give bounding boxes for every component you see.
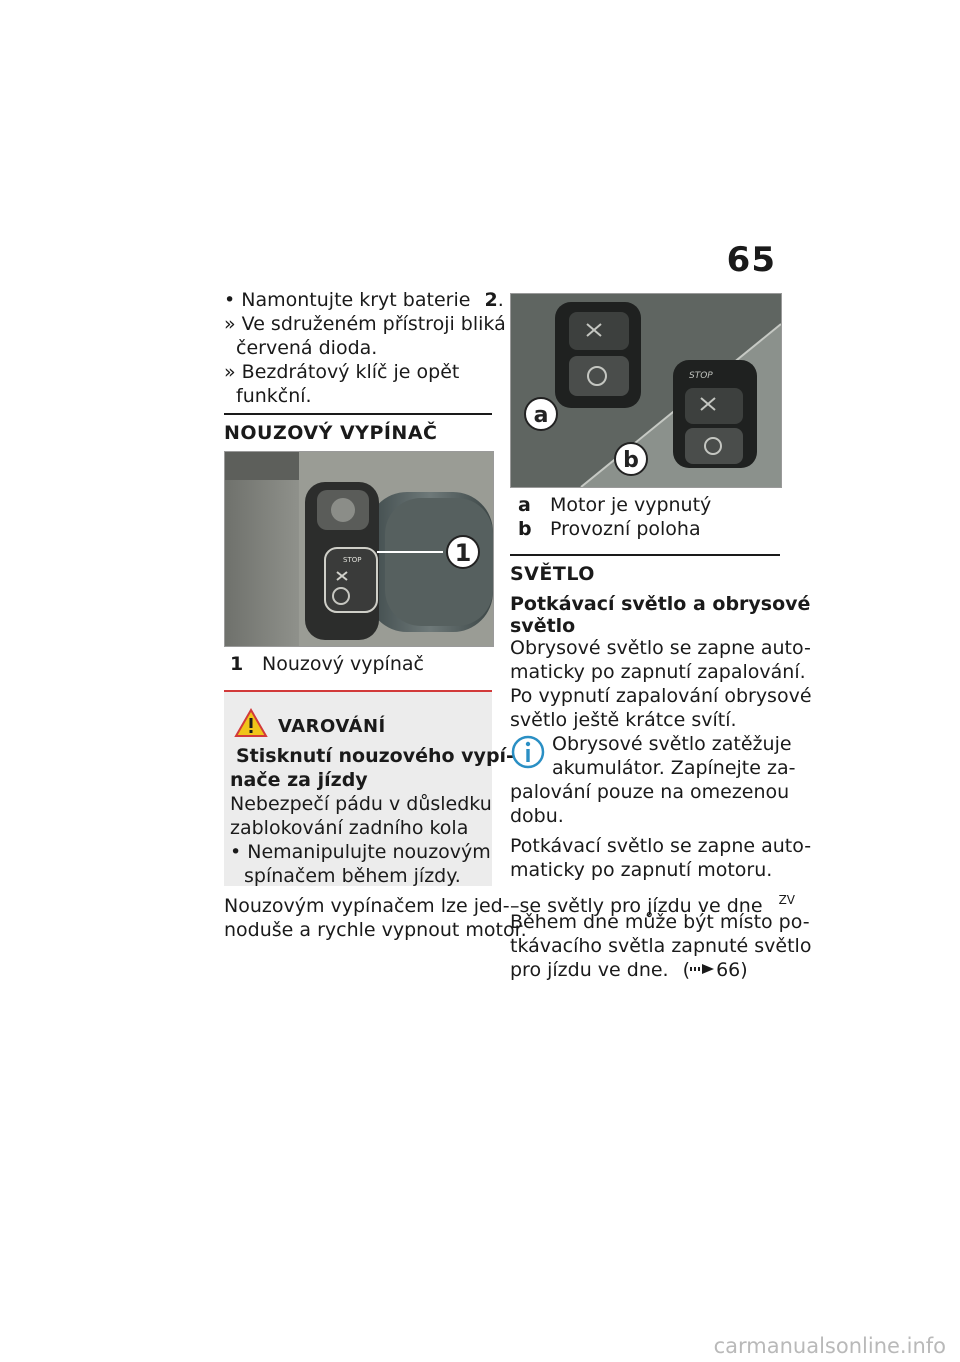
emergency-switch-illustration [225, 452, 493, 646]
subsection-title: světlo [510, 615, 576, 637]
ref-close: ) [740, 959, 748, 981]
paragraph-line: Nouzovým vypínačem lze jed- [224, 895, 510, 917]
paragraph-line: Po vypnutí zapalování obrysové [510, 685, 812, 707]
paragraph-line [510, 958, 748, 982]
paragraph-line: Potkávací světlo se zapne auto- [510, 835, 812, 857]
info-note-line: palování pouze na omezenou [510, 781, 790, 803]
stop-label: STOP [689, 371, 713, 381]
list-item-suffix: . [497, 289, 504, 311]
section-divider [224, 413, 492, 415]
info-note-line: Obrysové světlo zatěžuje [552, 733, 792, 755]
watermark: carmanualsonline.info [713, 1334, 946, 1358]
paragraph-line: tkávacího světla zapnuté světlo [510, 935, 812, 957]
warning-subtitle: Stisknutí nouzového vypí- [236, 745, 514, 767]
caption-key: b [518, 518, 532, 540]
list-item-continuation: červená dioda. [236, 337, 378, 359]
caption-text: Nouzový vypínač [262, 653, 424, 675]
warning-bullet: • Nemanipulujte nouzovým [230, 841, 491, 863]
stop-label: STOP [343, 556, 362, 564]
list-item [224, 288, 504, 312]
warning-title: VAROVÁNÍ [278, 716, 386, 737]
warning-bullet-continuation: spínačem během jízdy. [244, 865, 461, 887]
reference-number: 2 [484, 289, 498, 311]
figure-caption [518, 493, 712, 517]
paragraph-line: maticky po zapnutí motoru. [510, 859, 773, 881]
callout-b: b [623, 448, 639, 473]
warning-body: zablokování zadního kola [230, 817, 469, 839]
warning-box [224, 690, 514, 887]
subsection-title: Potkávací světlo a obrysové [510, 593, 811, 615]
info-note-line: dobu. [510, 805, 564, 827]
warning-body: Nebezpečí pádu v důsledku [230, 793, 492, 815]
list-item-text: Namontujte kryt baterie [241, 289, 471, 311]
result-marker: » [224, 313, 236, 335]
figure-caption [230, 652, 424, 676]
warning-subtitle: nače za jízdy [230, 769, 368, 791]
result-marker: » [224, 361, 236, 383]
switch-positions-photo [510, 293, 782, 488]
section-divider [510, 554, 780, 556]
list-item-continuation: funkční. [236, 385, 312, 407]
caption-key: 1 [230, 653, 244, 675]
list-item [224, 312, 506, 336]
ref-target-page: 66 [716, 959, 741, 981]
paragraph-line: světlo ještě krátce svítí. [510, 709, 737, 731]
section-title: NOUZOVÝ VYPÍNAČ [224, 422, 438, 444]
page-reference[interactable] [683, 959, 748, 981]
emergency-switch-photo [224, 451, 494, 647]
section-title: SVĚTLO [510, 563, 595, 585]
drl-condition-text: –se světly pro jízdu ve dne [510, 895, 763, 917]
callout-1: 1 [454, 539, 472, 567]
paragraph-text: pro jízdu ve dne. [510, 959, 669, 981]
warning-icon [234, 708, 268, 738]
callout-a: a [533, 403, 549, 428]
paragraph-line: noduše a rychle vypnout motor. [224, 919, 527, 941]
paragraph-line: maticky po zapnutí zapalování. [510, 661, 806, 683]
paragraph-line: Obrysové světlo se zapne auto- [510, 637, 811, 659]
list-item [224, 360, 492, 384]
caption-key: a [518, 494, 531, 516]
warning-bullet-text: Nemanipulujte nouzovým [247, 841, 491, 863]
caption-text: Provozní poloha [550, 518, 701, 540]
page-number: 65 [726, 240, 776, 280]
ref-open: ( [682, 959, 691, 981]
switch-positions-illustration [511, 294, 781, 487]
paragraph-line: Během dne může být místo po- [510, 911, 810, 933]
option-superscript: ZV [778, 893, 796, 907]
info-icon [508, 732, 548, 772]
list-item-text: Ve sdruženém přístroji bliká [241, 313, 506, 335]
caption-text: Motor je vypnutý [550, 494, 712, 516]
list-item-text: Bezdrátový klíč je opět [241, 361, 460, 383]
arrow-right-icon [690, 962, 716, 976]
info-note-line: akumulátor. Zapínejte za- [552, 757, 796, 779]
bullet-marker: • [224, 289, 236, 311]
figure-caption [518, 517, 701, 541]
